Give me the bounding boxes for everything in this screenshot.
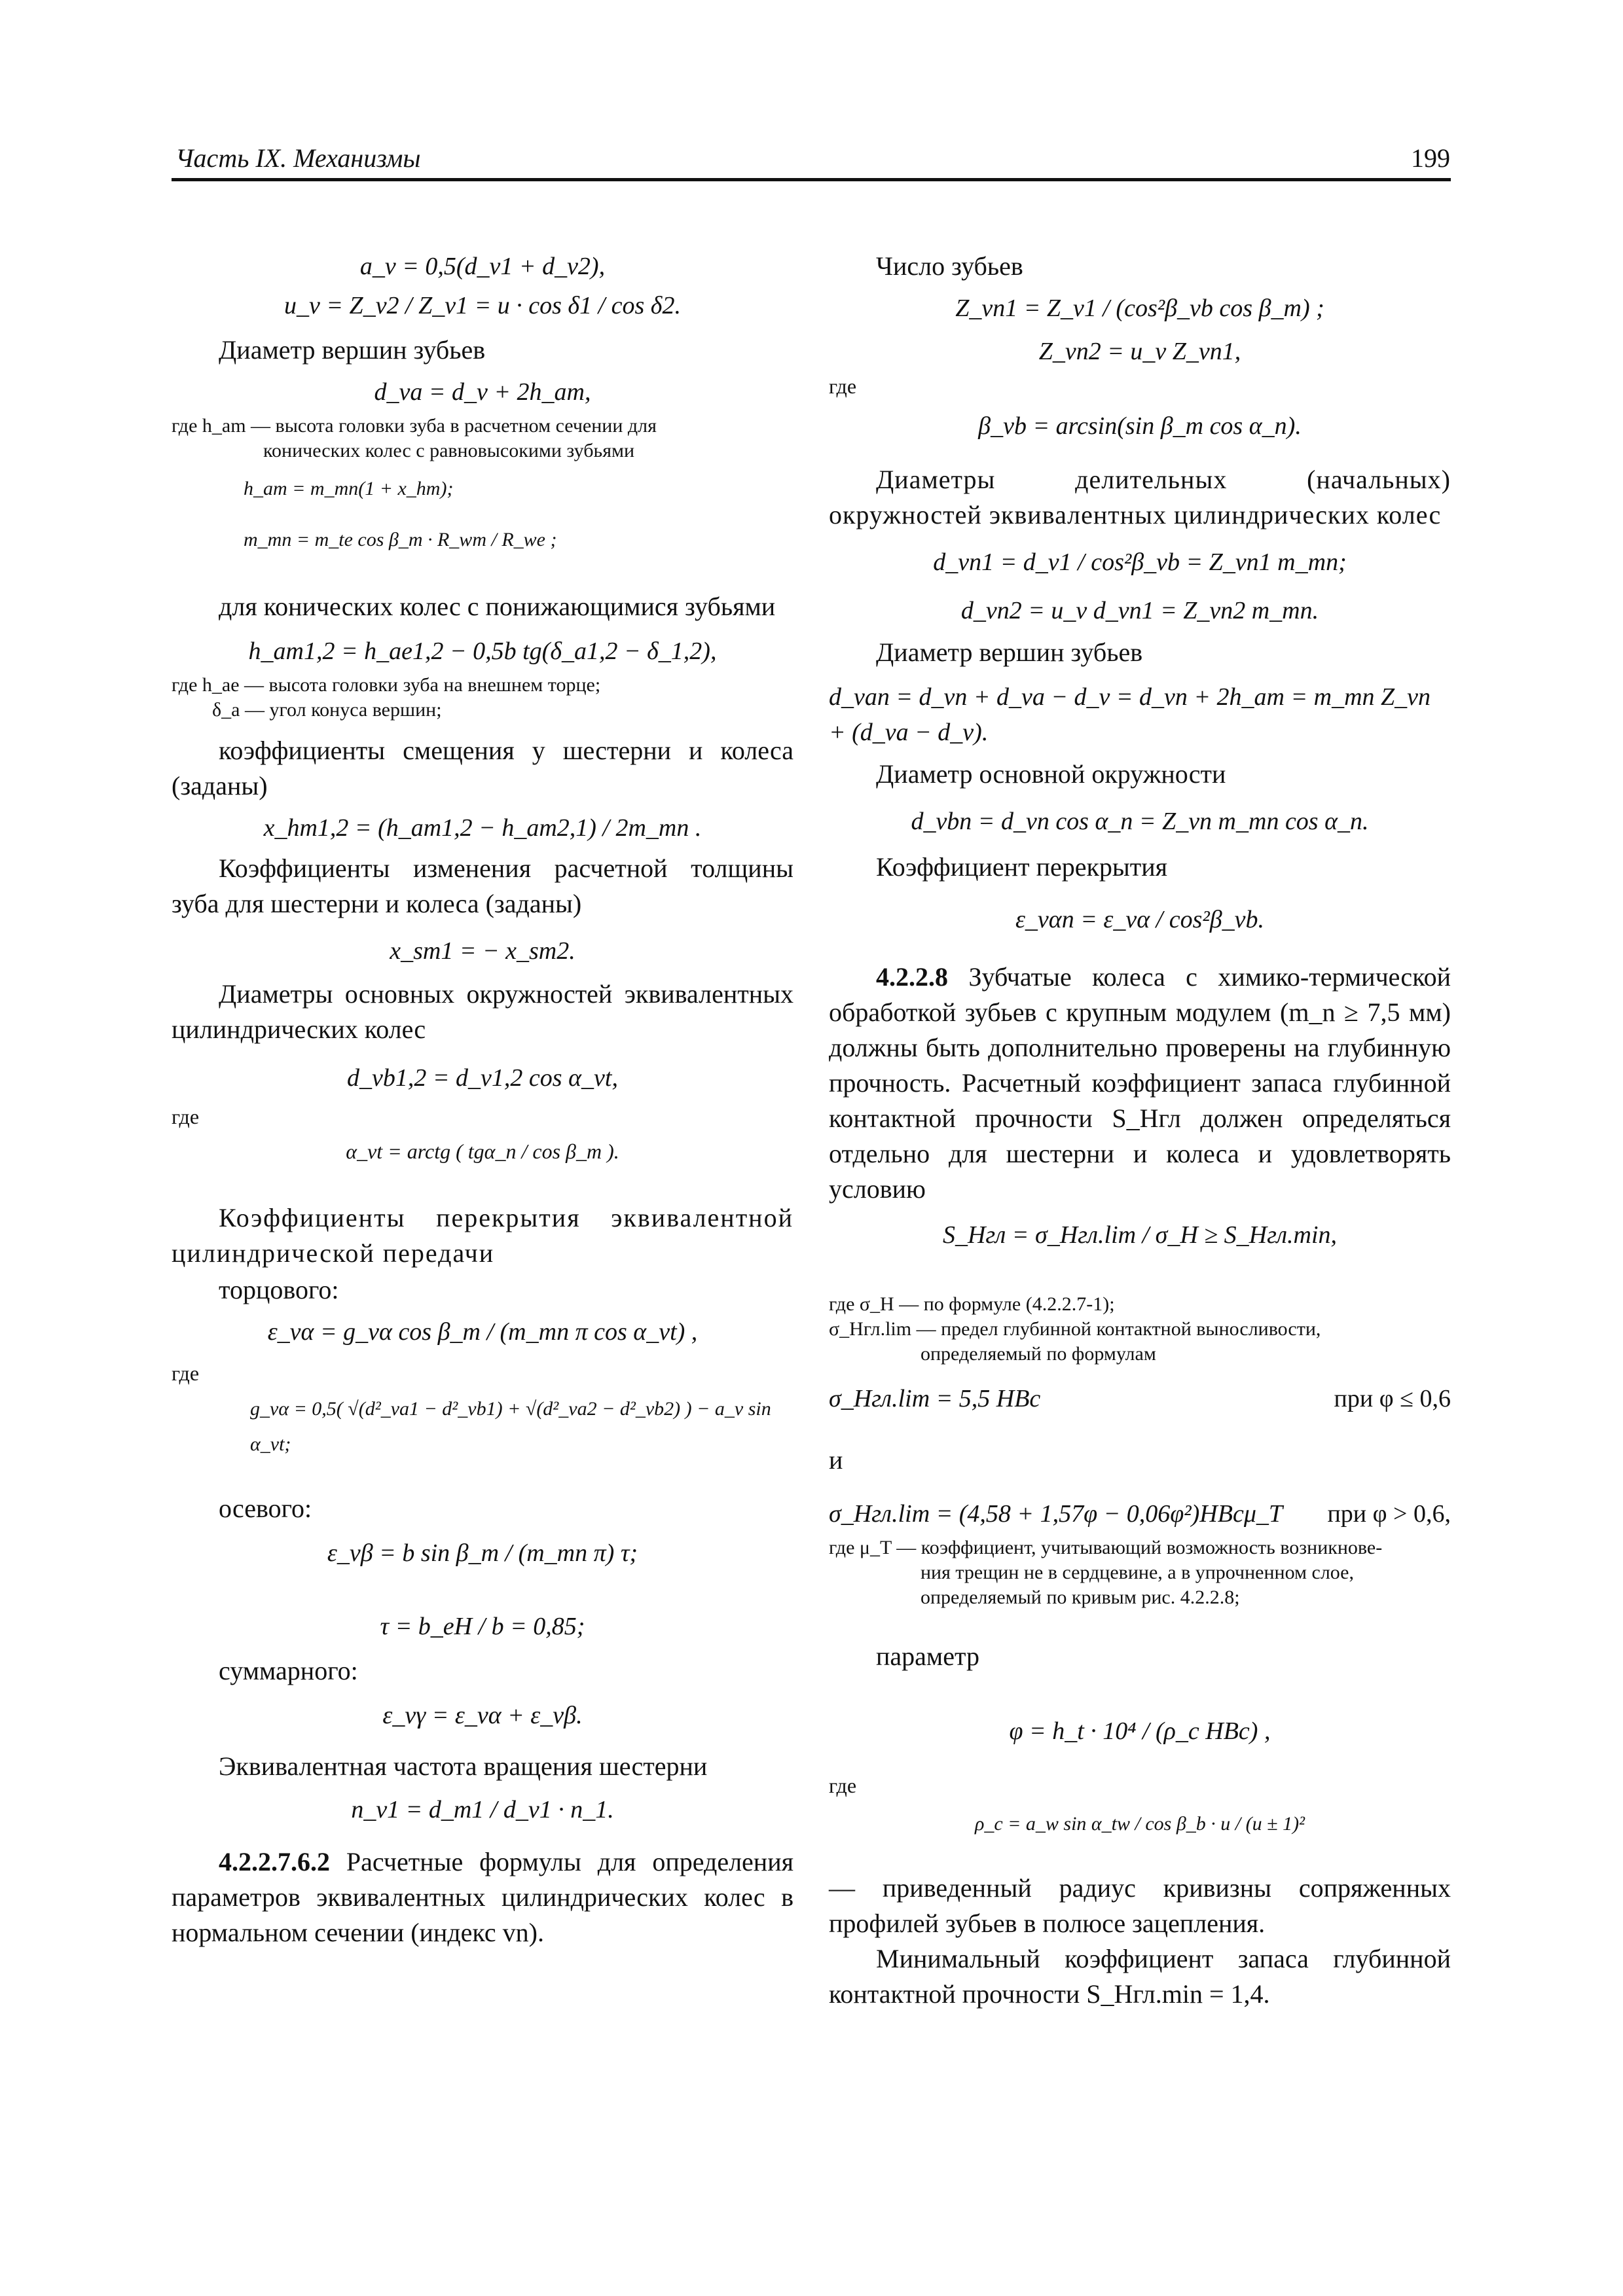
formula-zvn1: Z_vn1 = Z_v1 / (cos²β_vb cos β_m) ; <box>955 295 1324 322</box>
text-and: и <box>829 1445 843 1475</box>
section-number: 4.2.2.8 <box>876 962 948 992</box>
formula-zvn2: Z_vn2 = u_v Z_vn1, <box>1038 338 1241 365</box>
formula-xsm: x_sm1 = − x_sm2. <box>390 937 575 965</box>
text-min-safety: Минимальный коэффициент запаса глубинной контактной прочности S_Hгл.min = 1,4. <box>829 1944 1451 2009</box>
formula-evg: ε_vγ = ε_vα + ε_vβ. <box>382 1702 583 1729</box>
formula-eva: ε_vα = g_vα cos β_m / (m_mn π cos α_vt) , <box>267 1318 698 1346</box>
text-teeth-number: Число зубьев <box>876 251 1023 281</box>
formula-dvn2: d_vn2 = u_v d_vn1 = Z_vn2 m_mn. <box>960 597 1319 624</box>
text-overlap: Коэффициент перекрытия <box>876 852 1168 882</box>
formula-sh: S_Hгл = σ_Hгл.lim / σ_H ≥ S_Hгл.min, <box>942 1221 1338 1249</box>
formula-sigma-2: σ_Hгл.lim = (4,58 + 1,57φ − 0,06φ²)HBcμ_T <box>829 1500 1283 1528</box>
formula-nv1: n_v1 = d_m1 / d_v1 · n_1. <box>351 1796 614 1823</box>
text-axial: осевого: <box>219 1494 312 1523</box>
note-hae: где h_ae — высота головки зуба на внешнем торце; <box>172 674 601 696</box>
formula-sigma-1-condition: при φ ≤ 0,6 <box>1334 1385 1451 1412</box>
formula-gva: g_vα = 0,5( √(d²_va1 − d²_vb1) + √(d²_va2 − d²_vb2) ) − a_v sin α_vt; <box>250 1398 771 1455</box>
text-face: торцового: <box>219 1275 339 1304</box>
section-4-2-2-7-6-2 <box>172 1844 793 1950</box>
note-ham-2: конических колес с равновысокими зубьями <box>263 440 635 461</box>
formula-mmn: m_mn = m_te cos β_m · R_wm / R_we ; <box>244 529 557 550</box>
note-sigma-h: где σ_H — по формуле (4.2.2.7-1); <box>829 1293 1115 1315</box>
formula-sigma-1-row <box>829 1381 1451 1416</box>
text-shift-coefficients: коэффициенты смещения у шестерни и колеса (заданы) <box>172 736 793 800</box>
text-tip-diameter: Диаметр вершин зубьев <box>219 335 486 365</box>
formula-bvb: β_vb = arcsin(sin β_m cos α_n). <box>978 412 1302 440</box>
formula-sigma-2-condition: при φ > 0,6, <box>1327 1500 1451 1528</box>
formula-ham: h_am = m_mn(1 + x_hm); <box>244 478 454 499</box>
formula-uv: u_v = Z_v2 / Z_v1 = u · cos δ1 / cos δ2. <box>284 292 681 319</box>
left-column <box>172 249 793 1950</box>
text-lowering-teeth: для конических колес с понижающимися зубьями <box>219 592 776 621</box>
formula-xhm: x_hm1,2 = (h_am1,2 − h_am2,1) / 2m_mn . <box>263 814 702 842</box>
formula-dvan: d_van = d_vn + d_va − d_v = d_vn + 2h_am = m_mn Z_vn + (d_va − d_v). <box>829 683 1431 746</box>
note-mu-t: где μ_T — коэффициент, учитывающий возможность возникнове- <box>829 1537 1383 1558</box>
text-tip-diameter: Диаметр вершин зубьев <box>876 637 1143 667</box>
note-sigma-lim: σ_Hгл.lim — предел глубинной контактной выносливости, <box>829 1318 1321 1340</box>
label-where-1: где <box>829 374 857 398</box>
formula-dvb: d_vb1,2 = d_v1,2 cos α_vt, <box>347 1064 618 1092</box>
formula-evan: ε_vαn = ε_vα / cos²β_vb. <box>1015 906 1265 933</box>
note-mu-t-3: определяемый по кривым рис. 4.2.2.8; <box>921 1587 1240 1608</box>
formula-rho: ρ_c = a_w sin α_tw / cos β_b · u / (u ± 1)² <box>974 1813 1305 1835</box>
text-parameter: параметр <box>876 1641 979 1671</box>
formula-avt: α_vt = arctg ( tgα_n / cos β_m ). <box>346 1139 619 1163</box>
formula-evb: ε_vβ = b sin β_m / (m_mn π) τ; <box>327 1539 638 1567</box>
formula-av: a_v = 0,5(d_v1 + d_v2), <box>359 253 606 280</box>
section-4-2-2-8 <box>829 960 1451 1207</box>
section-number: 4.2.2.7.6.2 <box>219 1847 330 1876</box>
text-total: суммарного: <box>219 1656 358 1685</box>
formula-dvn1: d_vn1 = d_v1 / cos²β_vb = Z_vn1 m_mn; <box>933 548 1347 576</box>
text-equivalent-speed: Эквивалентная частота вращения шестерни <box>219 1751 708 1781</box>
page-number: 199 <box>1411 143 1450 173</box>
formula-sigma-1: σ_Hгл.lim = 5,5 HBc <box>829 1385 1041 1412</box>
text-thickness: Коэффициенты изменения расчетной толщины зуба для шестерни и колеса (заданы) <box>172 853 793 918</box>
formula-dva: d_va = d_v + 2h_am, <box>374 378 591 406</box>
note-sigma-lim-2: определяемый по формулам <box>921 1343 1156 1365</box>
formula-dvbn: d_vbn = d_vn cos α_n = Z_vn m_mn cos α_n. <box>911 808 1369 835</box>
note-ham-1: где h_am — высота головки зуба в расчетном сечении для <box>172 415 657 437</box>
formula-phi: φ = h_t · 10⁴ / (ρ_c HBc) , <box>1009 1717 1271 1745</box>
section-text: Расчетные формулы для определения параметров эквивалентных цилиндрических колес в нормальном сечении (индекс vn). <box>172 1847 793 1947</box>
text-base-circles: Диаметры основных окружностей эквивалентных цилиндрических колес <box>172 979 793 1044</box>
label-where-2: где <box>829 1774 857 1797</box>
text-curvature-radius: — приведенный радиус кривизны сопряженных профилей зубьев в полюсе зацепления. <box>829 1873 1451 1938</box>
formula-tau: τ = b_eH / b = 0,85; <box>380 1613 585 1640</box>
right-column <box>829 249 1451 2012</box>
label-where-2: где <box>172 1361 200 1385</box>
label-where-1: где <box>172 1105 200 1128</box>
text-pitch-diameters: Диаметры делительных (начальных) окружностей эквивалентных цилиндрических колес <box>829 465 1451 529</box>
formula-ham12: h_am1,2 = h_ae1,2 − 0,5b tg(δ_a1,2 − δ_1,2), <box>248 637 717 665</box>
header-rule <box>172 178 1451 181</box>
text-overlap-ratio: Коэффициенты перекрытия эквивалентной цилиндрической передачи <box>172 1203 793 1268</box>
running-header-title: Часть IX. Механизмы <box>175 143 421 173</box>
text-base-diameter: Диаметр основной окружности <box>876 759 1226 789</box>
note-mu-t-2: ния трещин не в сердцевине, а в упрочненном слое, <box>921 1562 1354 1583</box>
section-text: Зубчатые колеса с химико-термической обработкой зубьев с крупным модулем (m_n ≥ 7,5 мм) должны быть дополнительно проверены на глубинную прочность. Расчетный коэффициент запаса глубинной контактной прочности S_Hгл должен определяться отдельно для шестерни и колеса и удовлетворять условию <box>829 962 1451 1204</box>
formula-sigma-2-row <box>829 1496 1451 1532</box>
note-delta-a: δ_a — угол конуса вершин; <box>212 699 442 721</box>
